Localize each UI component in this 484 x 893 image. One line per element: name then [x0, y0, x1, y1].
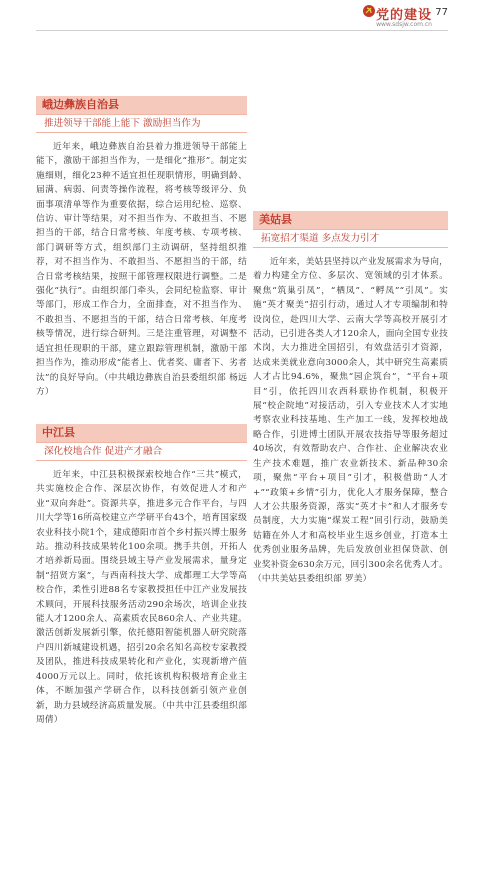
body-text: 近年来，峨边彝族自治县着力推进领导干部能上能下，激励干部担当作为，一是细化“推形”。制定实施细则，细化23种不适宜担任现职情形，明确到龄、届满、病弱、问责等操作流程，将考核等级评分、负面事项清单等作为重要依据，综合运用纪检、巡察、信访、审计等结果，对不担当作为、不敢担当、不愿担当的干部，结合日常考核、年度考核、专项考核、部门调研等方式，组织部门主动调研，坚持组织推荐，对不担当作为、不敢担当、不愿担当的干部，结合日常考核结果，按照干部管理权限进行调整。二是强化“执行”。由组织部门牵头，会同纪检监察、审计等部门，形成工作合力，全面排查，对不担当作为、不敢担当、不愿担当的干部，结合日常考核、年度考核等情况，进行综合研判。三是注重管理，对调整不适宜担任现职的干部，建立跟踪管理机制，激励干部担当作为，推动形成“能者上、优者奖、庸者下、劣者汰”的良好导向。（中共峨边彝族自治县委组织部 杨远方）	[36, 142, 247, 397]
section-ebian	[36, 96, 247, 438]
header-divider	[36, 30, 448, 31]
section-body	[36, 468, 247, 893]
logo-url: www.sdsjw.com.cn	[376, 21, 432, 28]
body-text: 近年来，美姑县坚持以产业发展需求为导向，着力构建全方位、多层次、宽领域的引才体系。聚焦“筑巢引凤”，“栖凤”、“孵凤”“引凤”。实施“英才聚美”招引行动，通过人才专项编制和特设岗位，赴四川大学、云南大学等高校开展引才活动，已引进各类人才120余人，面向全国专业技术岗，大力推进全国招引，有效盘活引才资源，达成来美就业意向3000余人，其中研究生高素质人才占比94.6%，聚焦“园企筑台”，“平台+项目”引，依托四川农西科联协作机制，积极开展“校企院地”对接活动，引入专业技术人才实地考察农业科技基地、生产加工一线，发挥校地战略合作，引进博士团队开展农技指导等服务超过40场次，有效帮助农户、合作社、企业解决农业生产技术难题，推广农业新技术、新品种30余项，聚焦“平台+项目”引才，积极借助“人才+”“政策+乡情”引力，优化人才服务保障，整合人才公共服务资源，落实“英才卡”和人才服务专员制度，大力实施“煤炭工程”回引行动，鼓励美姑籍在外人才和高校毕业生返乡创业，打造本土优秀创业服务品牌，先后发放创业担保贷款、创业奖补资金630余万元，回引300余名优秀人才。（中共美姑县委组织部 罗美）	[253, 257, 448, 584]
continued-body	[253, 96, 448, 110]
section-title: 美姑县	[253, 211, 448, 229]
section-title: 峨边彝族自治县	[36, 96, 247, 114]
page-number: 77	[435, 7, 448, 18]
party-emblem-icon	[362, 4, 376, 18]
section-zhongjiang	[36, 424, 247, 893]
section-subtitle: 拓宽招才渠道 多点发力引才	[253, 229, 448, 248]
continued-text	[253, 96, 448, 204]
header-logo	[362, 4, 432, 30]
body-text: 近年来，中江县积极探索校地合作“三共”模式，共实施校企合作、深层次协作，有效促进人才和产业“双向奔赴”。资源共享，推进多元合作平台，与四川大学等16所高校建立产学研平台43个，培育国家级农业科技小院1个，建成德阳市首个乡村振兴博士服务站。推动科技成果转化100余项。携手共创，开拓人才培养新局面。围绕县域主导产业发展需求，量身定制“招贤方案”，与西南科技大学、成都理工大学等高校合作，柔性引进88名专家教授担任中江产业发展技术顾问，开展科技服务活动290余场次，培训企业技能人才1200余人、高素质农民860余人、产业共建。激活创新发展新引擎，依托德阳智能机器人研究院落户四川新城建设机遇，招引20余名知名高校专家教授及团队，推进科技成果转化和产业化，实现新增产值4000万元以上。同时，依托该机构积极培育企业主体，不断加强产学研合作，以科技创新引领产业创新，助力县域经济高质量发展。（中共中江县委组织部 周倩）	[36, 470, 247, 725]
section-subtitle: 推进领导干部能上能下 激励担当作为	[36, 114, 247, 133]
section-body	[253, 255, 448, 641]
logo-title: 党的建设	[375, 8, 432, 23]
section-body	[36, 140, 247, 438]
section-subtitle: 深化校地合作 促进产才融合	[36, 442, 247, 461]
section-title: 中江县	[36, 424, 247, 442]
section-meigu	[253, 211, 448, 641]
